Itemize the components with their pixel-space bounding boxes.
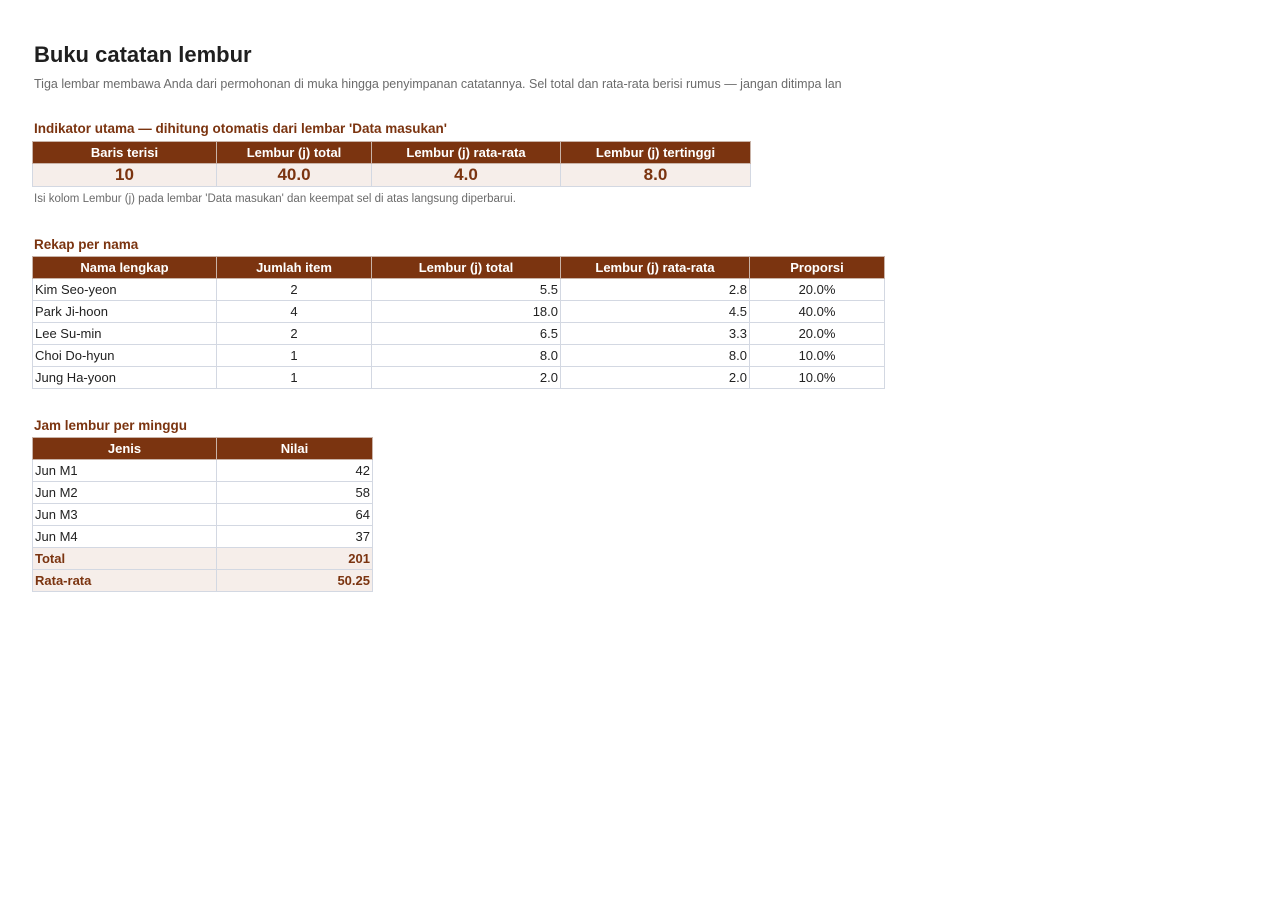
weekly-average-label[interactable]: Rata-rata: [33, 570, 217, 592]
weekly-average-row: [33, 570, 373, 592]
weekly-cell-value[interactable]: 37: [217, 526, 373, 548]
recap-cell-count[interactable]: 1: [217, 345, 372, 367]
kpi-header-cell[interactable]: Baris terisi: [33, 142, 217, 164]
recap-cell-count[interactable]: 1: [217, 367, 372, 389]
kpi-section-title: Indikator utama — dihitung otomatis dari lembar 'Data masukan': [34, 121, 447, 136]
recap-cell-proportion[interactable]: 20.0%: [750, 323, 885, 345]
page-subtitle: Tiga lembar membawa Anda dari permohonan di muka hingga penyimpanan catatannya. Sel total dan rata-rata berisi rumus — jangan ditimpa lan: [34, 77, 842, 91]
weekly-total-label[interactable]: Total: [33, 548, 217, 570]
kpi-rows-filled[interactable]: 10: [33, 164, 217, 187]
recap-section-title: Rekap per nama: [34, 237, 139, 252]
recap-cell-name[interactable]: Choi Do-hyun: [33, 345, 217, 367]
recap-cell-name[interactable]: Kim Seo-yeon: [33, 279, 217, 301]
kpi-header-cell[interactable]: Lembur (j) rata-rata: [372, 142, 561, 164]
kpi-overtime-average[interactable]: 4.0: [372, 164, 561, 187]
weekly-total-row: [33, 548, 373, 570]
recap-cell-average[interactable]: 8.0: [561, 345, 750, 367]
recap-cell-total[interactable]: 8.0: [372, 345, 561, 367]
weekly-total-value[interactable]: 201: [217, 548, 373, 570]
weekly-cell-value[interactable]: 58: [217, 482, 373, 504]
weekly-header-cell[interactable]: Jenis: [33, 438, 217, 460]
weekly-cell-value[interactable]: 64: [217, 504, 373, 526]
weekly-cell-type[interactable]: Jun M4: [33, 526, 217, 548]
weekly-section-title: Jam lembur per minggu: [34, 418, 188, 433]
weekly-cell-type[interactable]: Jun M1: [33, 460, 217, 482]
recap-header-cell[interactable]: Proporsi: [750, 257, 885, 279]
recap-header-cell[interactable]: Lembur (j) rata-rata: [561, 257, 750, 279]
recap-cell-count[interactable]: 4: [217, 301, 372, 323]
recap-cell-proportion[interactable]: 40.0%: [750, 301, 885, 323]
table-row: [33, 367, 885, 389]
recap-cell-name[interactable]: Jung Ha-yoon: [33, 367, 217, 389]
recap-cell-proportion[interactable]: 10.0%: [750, 367, 885, 389]
kpi-header-cell[interactable]: Lembur (j) total: [217, 142, 372, 164]
kpi-note: Isi kolom Lembur (j) pada lembar 'Data masukan' dan keempat sel di atas langsung diperbarui.: [34, 193, 516, 205]
table-row: [33, 526, 373, 548]
kpi-header-row: [33, 142, 751, 164]
page-title: Buku catatan lembur: [34, 42, 252, 67]
recap-cell-total[interactable]: 18.0: [372, 301, 561, 323]
weekly-cell-type[interactable]: Jun M3: [33, 504, 217, 526]
recap-cell-average[interactable]: 4.5: [561, 301, 750, 323]
recap-header-cell[interactable]: Jumlah item: [217, 257, 372, 279]
recap-table: [32, 256, 885, 389]
table-row: [33, 482, 373, 504]
weekly-header-row: [33, 438, 373, 460]
recap-cell-name[interactable]: Lee Su-min: [33, 323, 217, 345]
recap-cell-total[interactable]: 2.0: [372, 367, 561, 389]
recap-header-row: [33, 257, 885, 279]
recap-cell-name[interactable]: Park Ji-hoon: [33, 301, 217, 323]
recap-cell-total[interactable]: 6.5: [372, 323, 561, 345]
weekly-cell-type[interactable]: Jun M2: [33, 482, 217, 504]
table-row: [33, 504, 373, 526]
weekly-header-cell[interactable]: Nilai: [217, 438, 373, 460]
table-row: [33, 323, 885, 345]
weekly-cell-value[interactable]: 42: [217, 460, 373, 482]
kpi-value-row: [33, 164, 751, 187]
kpi-overtime-total[interactable]: 40.0: [217, 164, 372, 187]
recap-cell-count[interactable]: 2: [217, 323, 372, 345]
kpi-table: [32, 141, 751, 187]
recap-cell-average[interactable]: 2.0: [561, 367, 750, 389]
kpi-overtime-max[interactable]: 8.0: [561, 164, 751, 187]
recap-header-cell[interactable]: Nama lengkap: [33, 257, 217, 279]
weekly-table: [32, 437, 373, 592]
recap-cell-proportion[interactable]: 20.0%: [750, 279, 885, 301]
weekly-average-value[interactable]: 50.25: [217, 570, 373, 592]
table-row: [33, 301, 885, 323]
recap-header-cell[interactable]: Lembur (j) total: [372, 257, 561, 279]
kpi-header-cell[interactable]: Lembur (j) tertinggi: [561, 142, 751, 164]
recap-cell-proportion[interactable]: 10.0%: [750, 345, 885, 367]
recap-cell-count[interactable]: 2: [217, 279, 372, 301]
recap-cell-total[interactable]: 5.5: [372, 279, 561, 301]
table-row: [33, 460, 373, 482]
table-row: [33, 345, 885, 367]
recap-cell-average[interactable]: 3.3: [561, 323, 750, 345]
recap-cell-average[interactable]: 2.8: [561, 279, 750, 301]
table-row: [33, 279, 885, 301]
